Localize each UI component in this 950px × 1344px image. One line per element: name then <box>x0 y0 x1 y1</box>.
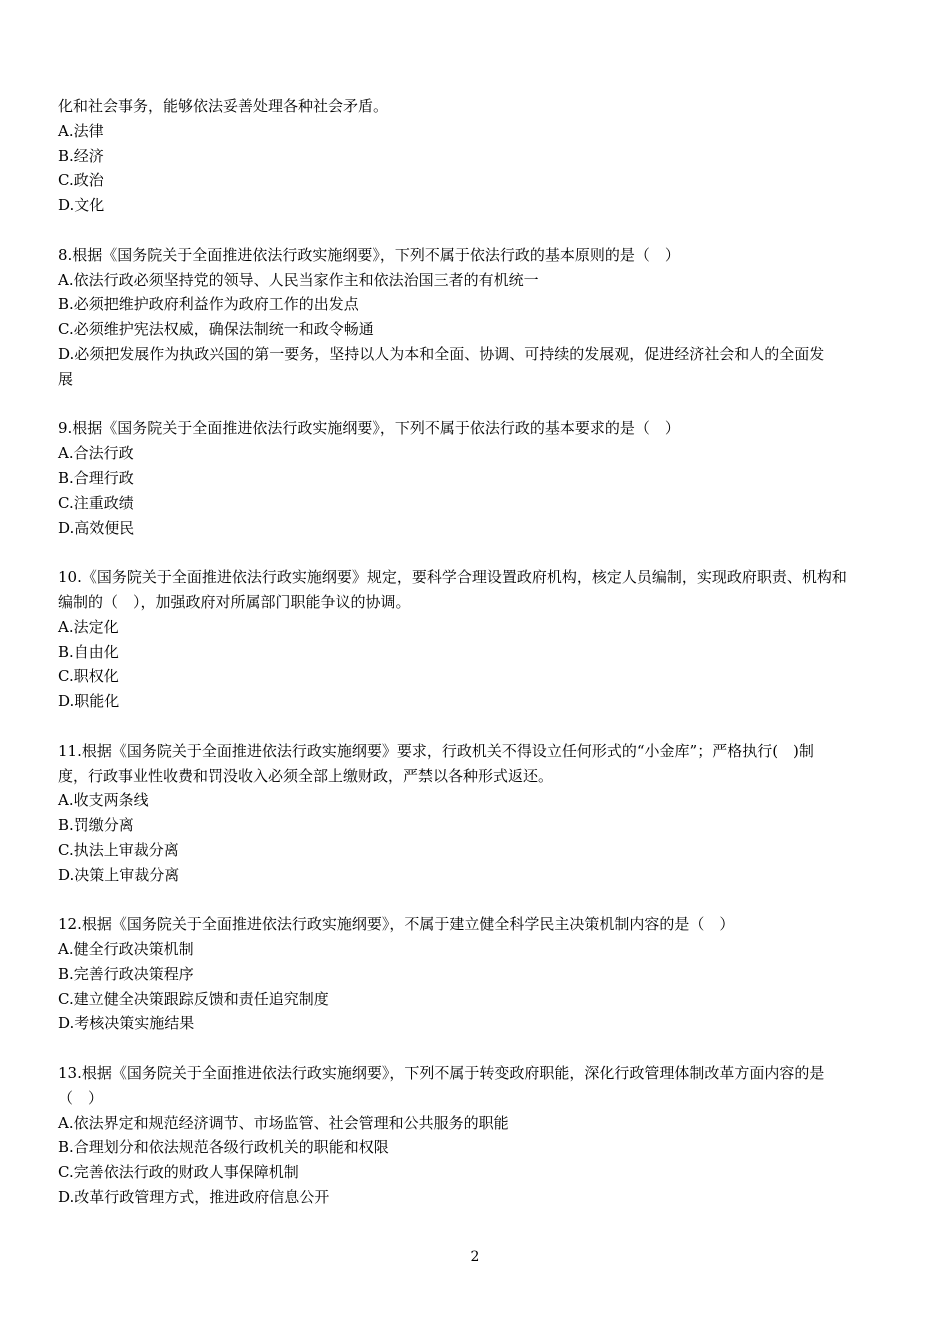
question-stem: 12.根据《国务院关于全面推进依法行政实施纲要》，不属于建立健全科学民主决策机制内容的是（ ） <box>58 915 735 934</box>
option-a: A.合法行政 <box>58 444 134 463</box>
option-d: D.考核决策实施结果 <box>58 1014 195 1033</box>
option-a: A.依法界定和规范经济调节、市场监管、社会管理和公共服务的职能 <box>58 1113 509 1132</box>
question-tail: 化和社会事务，能够依法妥善处理各种社会矛盾。 <box>58 97 389 115</box>
option-d: D.决策上审裁分离 <box>58 865 180 884</box>
option-a: A.法律 <box>58 121 104 140</box>
option-b: B.完善行政决策程序 <box>58 964 194 983</box>
option-b: B.经济 <box>58 146 104 165</box>
question-stem-continued: 编制的（ ），加强政府对所属部门职能争议的协调。 <box>58 592 411 611</box>
option-c: C.职权化 <box>58 667 119 686</box>
option-b: B.自由化 <box>58 642 119 661</box>
question-10 <box>58 565 894 714</box>
question-13 <box>58 1061 894 1210</box>
option-d: D.文化 <box>58 196 105 215</box>
option-c: C.执法上审裁分离 <box>58 840 179 859</box>
option-b: B.罚缴分离 <box>58 816 134 835</box>
question-stem: 9.根据《国务院关于全面推进依法行政实施纲要》，下列不属于依法行政的基本要求的是（ ） <box>58 419 680 438</box>
option-a: A.收支两条线 <box>58 791 149 810</box>
question-stem-continued: 度，行政事业性收费和罚没收入必须全部上缴财政，严禁以各种形式返还。 <box>58 766 554 785</box>
option-c: C.建立健全决策跟踪反馈和责任追究制度 <box>58 989 329 1008</box>
option-d: D.改革行政管理方式，推进政府信息公开 <box>58 1188 330 1207</box>
question-stem-continued: （ ） <box>58 1088 104 1107</box>
option-d: D.职能化 <box>58 692 120 711</box>
question-stem: 13.根据《国务院关于全面推进依法行政实施纲要》，下列不属于转变政府职能，深化行政管理体制改革方面内容的是 <box>58 1064 825 1083</box>
option-c: C.完善依法行政的财政人事保障机制 <box>58 1163 299 1182</box>
option-d: D.必须把发展作为执政兴国的第一要务，坚持以人为本和全面、协调、可持续的发展观，促进经济社会和人的全面发 <box>58 344 825 363</box>
option-c: C.注重政绩 <box>58 493 134 512</box>
question-12 <box>58 912 894 1036</box>
question-8 <box>58 243 894 392</box>
option-b: B.合理划分和依法规范各级行政机关的职能和权限 <box>58 1138 389 1157</box>
question-stem: 10.《国务院关于全面推进依法行政实施纲要》规定，要科学合理设置政府机构，核定人员编制，实现政府职责、机构和 <box>58 568 847 587</box>
option-c: C.必须维护宪法权威，确保法制统一和政令畅通 <box>58 320 374 339</box>
option-a: A.法定化 <box>58 617 119 636</box>
question-11 <box>58 739 894 888</box>
option-b: B.合理行政 <box>58 468 134 487</box>
page-number: 2 <box>470 1249 480 1265</box>
option-b: B.必须把维护政府利益作为政府工作的出发点 <box>58 295 359 314</box>
option-c: C.政治 <box>58 171 104 190</box>
question-9 <box>58 416 894 540</box>
option-a: A.健全行政决策机制 <box>58 940 194 959</box>
question-stem: 8.根据《国务院关于全面推进依法行政实施纲要》，下列不属于依法行政的基本原则的是（ ） <box>58 245 680 264</box>
question-stem: 11.根据《国务院关于全面推进依法行政实施纲要》要求，行政机关不得设立任何形式的“小金库”；严格执行( )制 <box>58 741 814 760</box>
intro-block <box>58 94 894 218</box>
option-d: D.高效便民 <box>58 518 135 537</box>
document-page <box>58 94 894 1210</box>
option-a: A.依法行政必须坚持党的领导、人民当家作主和依法治国三者的有机统一 <box>58 270 539 289</box>
option-d-continued: 展 <box>58 369 74 388</box>
